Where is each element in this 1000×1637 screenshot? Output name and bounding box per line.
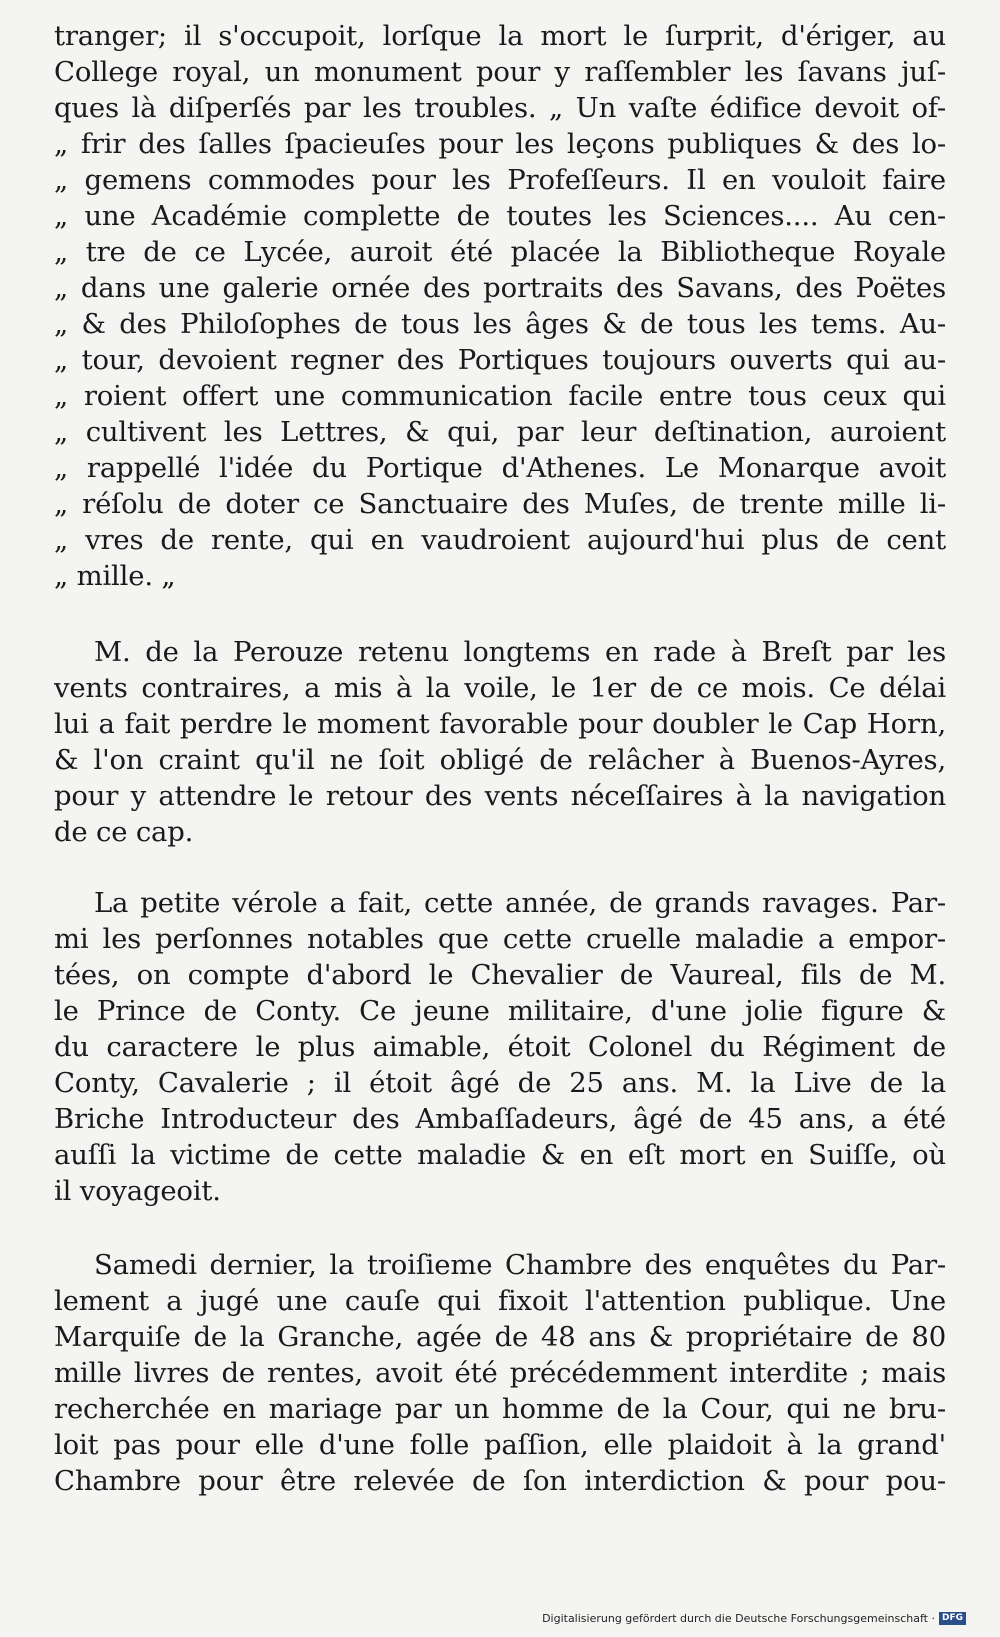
text-line: College royal, un monument pour y raſſembler les ſavans juſ- xyxy=(54,56,946,88)
text-line: „ frir des ſalles ſpacieuſes pour les leçons publiques & des lo- xyxy=(54,128,946,160)
text-line: „ une Académie complette de toutes les Sciences.... Au cen- xyxy=(54,200,946,232)
paragraph-petite-verole xyxy=(54,885,946,1209)
text-line: Conty, Cavalerie ; il étoit âgé de 25 ans. M. la Live de la xyxy=(54,1067,946,1099)
text-line: „ réſolu de doter ce Sanctuaire des Muſes, de trente mille li- xyxy=(54,488,946,520)
text-line: lement a jugé une cauſe qui fixoit l'attention publique. Une xyxy=(54,1285,946,1317)
paragraph-perouze xyxy=(54,634,946,850)
text-line: „ tour, devoient regner des Portiques toujours ouverts qui au- xyxy=(54,344,946,376)
text-line: Samedi dernier, la troiſieme Chambre des enquêtes du Par- xyxy=(94,1249,946,1281)
text-line: loit pas pour elle d'une folle paſſion, elle plaidoit à la grand' xyxy=(54,1429,946,1461)
text-line: recherchée en mariage par un homme de la Cour, qui ne bru- xyxy=(54,1393,946,1425)
text-line: „ vres de rente, qui en vaudroient aujourd'hui plus de cent xyxy=(54,524,946,556)
digitization-credit xyxy=(542,1612,966,1625)
text-line: Briche Introducteur des Ambaſſadeurs, âgé de 45 ans, a été xyxy=(54,1103,946,1135)
text-line: „ roient offert une communication facile entre tous ceux qui xyxy=(54,380,946,412)
text-line: il voyageoit. xyxy=(54,1175,221,1207)
text-line: auſſi la victime de cette maladie & en eſt mort en Suiſſe, où xyxy=(54,1139,946,1171)
text-line: „ rappellé l'idée du Portique d'Athenes. Le Monarque avoit xyxy=(54,452,946,484)
text-line: & l'on craint qu'il ne ſoit obligé de relâcher à Buenos-Ayres, xyxy=(54,744,946,776)
text-line: mille livres de rentes, avoit été précédemment interdite ; mais xyxy=(54,1357,946,1389)
paragraph-samedi-dernier xyxy=(54,1247,946,1499)
text-line: M. de la Perouze retenu longtems en rade à Breſt par les xyxy=(94,636,946,668)
text-line: de ce cap. xyxy=(54,816,194,848)
text-line: le Prince de Conty. Ce jeune militaire, d'une jolie figure & xyxy=(54,995,946,1027)
paragraph-college-royal xyxy=(54,18,946,594)
text-line: tées, on compte d'abord le Chevalier de Vaureal, fils de M. xyxy=(54,959,946,991)
text-line: Marquiſe de la Granche, agée de 48 ans & propriétaire de 80 xyxy=(54,1321,946,1353)
text-line: „ gemens commodes pour les Profeſſeurs. Il en vouloit faire xyxy=(54,164,946,196)
text-line: Chambre pour être relevée de ſon interdiction & pour pou- xyxy=(54,1465,946,1497)
text-line: pour y attendre le retour des vents néceſſaires à la navigation xyxy=(54,780,946,812)
text-line: vents contraires, a mis à la voile, le 1er de ce mois. Ce délai xyxy=(54,672,946,704)
text-line: „ cultivent les Lettres, & qui, par leur deſtination, auroient xyxy=(54,416,946,448)
text-line: mi les perſonnes notables que cette cruelle maladie a empor- xyxy=(54,923,946,955)
text-line: „ & des Philoſophes de tous les âges & de tous les tems. Au- xyxy=(54,308,946,340)
text-line: „ tre de ce Lycée, auroit été placée la Bibliotheque Royale xyxy=(54,236,946,268)
dfg-logo: DFG xyxy=(939,1612,966,1625)
text-line: tranger; il s'occupoit, lorſque la mort le ſurprit, d'ériger, au xyxy=(54,20,946,52)
text-line: lui a fait perdre le moment favorable pour doubler le Cap Horn, xyxy=(54,708,946,740)
text-line: La petite vérole a fait, cette année, de grands ravages. Par- xyxy=(94,887,946,919)
credit-text: Digitalisierung gefördert durch die Deutsche Forschungsgemeinschaft · xyxy=(542,1612,935,1625)
text-line: ques là diſperſés par les troubles. „ Un vaſte édifice devoit of- xyxy=(54,92,946,124)
text-line: du caractere le plus aimable, étoit Colonel du Régiment de xyxy=(54,1031,946,1063)
text-line: „ dans une galerie ornée des portraits des Savans, des Poëtes xyxy=(54,272,946,304)
text-line: „ mille. „ xyxy=(54,560,176,592)
